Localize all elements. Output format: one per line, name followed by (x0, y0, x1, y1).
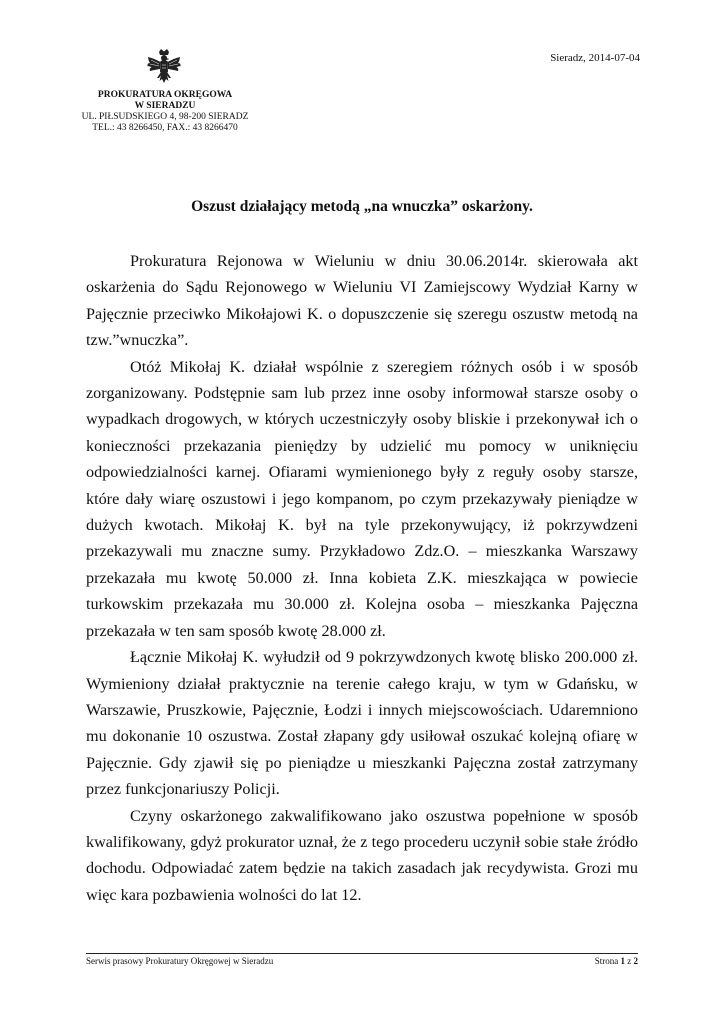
institution-address: UL. PIŁSUDSKIEGO 4, 98-200 SIERADZ (81, 112, 249, 122)
institution-city: W SIERADZU (134, 101, 196, 111)
document-date: Sieradz, 2014-07-04 (550, 52, 640, 64)
page-prefix: Strona (594, 956, 619, 966)
page-total: 2 (633, 956, 638, 966)
paragraph: Prokuratura Rejonowa w Wieluniu w dniu 30.06.2014r. skierowała akt oskarżenia do Sądu Rejonowego w Wieluniu VI Zamiejscowy Wydział Karny w Pajęcznie przeciwko Mikołajowi K. o dopuszczenie się szeregu oszustw metodą na tzw.”wnuczka”. (86, 252, 638, 350)
eagle-emblem-icon (143, 48, 185, 90)
paragraph: Czyny oskarżonego zakwalifikowano jako oszustwa popełnione w sposób kwalifikowany, gdyż prokurator uznał, że z tego procederu uczynił sobie stałe źródło dochodu. Odpowiadać zatem będzie na takich zasadach jak recydywista. Grozi mu więc kara pozbawienia wolności do lat 12. (86, 806, 638, 904)
institution-name: PROKURATURA OKRĘGOWA (97, 90, 233, 100)
paragraph: Łącznie Mikołaj K. wyłudził od 9 pokrzywdzonych kwotę blisko 200.000 zł. Wymieniony działał praktycznie na terenie całego kraju, w tym w Gdańsku, w Warszawie, Pruszkowie, Pajęcznie, Łodzi i innych miejscowościach. Udaremniono mu dokonanie 10 oszustwa. Został złapany gdy usiłował oszukać kolejną ofiarę w Pajęcznie. Gdy zjawił się po pieniądze u mieszkanki Pajęczna został zatrzymany przez funkcjonariuszy Policji. (86, 648, 638, 799)
footer-divider (86, 953, 638, 954)
footer-service-name: Serwis prasowy Prokuratury Okręgowej w Sieradzu (86, 956, 274, 966)
document-body (86, 248, 638, 908)
paragraph: Otóż Mikołaj K. działał wspólnie z szeregiem różnych osób i w sposób zorganizowany. Podstępnie sam lub przez inne osoby informował starsze osoby o wypadkach drogowych, w których uczestniczyły osoby bliskie i przekonywał ich o konieczności przekazania pieniędzy by udzielić mu pomocy w uniknięciu odpowiedzialności karnej. Ofiarami wymienionego były z reguły osoby starsze, które dały wiarę oszustowi i jego kompanom, po czym przekazywały pieniądze w dużych kwotach. Mikołaj K. był na tyle przekonywujący, iż pokrzywdzeni przekazywali mu znaczne sumy. Przykładowo Zdz.O. – mieszkanka Warszawy przekazała mu kwotę 50.000 zł. Inna kobieta Z.K. mieszkająca w powiecie turkowskim przekazała mu 30.000 zł. Kolejna osoba – mieszkanka Pajęczna przekazała w ten sam sposób kwotę 28.000 zł. (86, 357, 638, 640)
page-separator: z (627, 956, 632, 966)
page-current: 1 (620, 956, 625, 966)
document-title: Oszust działający metodą „na wnuczka” oskarżony. (191, 198, 533, 215)
institution-block (70, 90, 260, 134)
footer-page-number (595, 956, 638, 966)
institution-phone: TEL.: 43 8266450, FAX.: 43 8266470 (92, 123, 238, 133)
